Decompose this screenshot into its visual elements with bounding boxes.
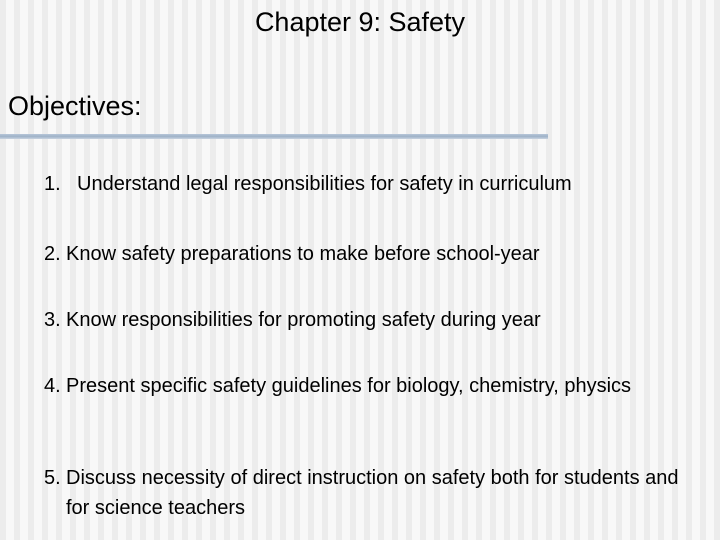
objective-number: 5. xyxy=(44,467,61,489)
chapter-title: Chapter 9: Safety xyxy=(254,7,466,37)
objective-text: Know responsibilities for promoting safety during year xyxy=(66,309,541,331)
section-heading: Objectives: xyxy=(8,91,142,121)
objective-text: Understand legal responsibilities for safety in curriculum xyxy=(77,173,572,195)
objective-item xyxy=(44,463,694,523)
objective-text: Know safety preparations to make before school-year xyxy=(66,243,540,265)
objective-item xyxy=(44,305,704,335)
objective-number: 1. xyxy=(44,173,61,195)
objective-item xyxy=(44,169,704,199)
objective-text: Discuss necessity of direct instruction on safety both for students and for science teachers xyxy=(66,467,679,519)
objective-item xyxy=(44,371,694,401)
objective-item xyxy=(44,239,704,269)
objective-text: Present specific safety guidelines for biology, chemistry, physics xyxy=(66,375,632,397)
objective-number: 2. xyxy=(44,243,61,265)
objective-number: 3. xyxy=(44,309,61,331)
objective-number: 4. xyxy=(44,375,61,397)
